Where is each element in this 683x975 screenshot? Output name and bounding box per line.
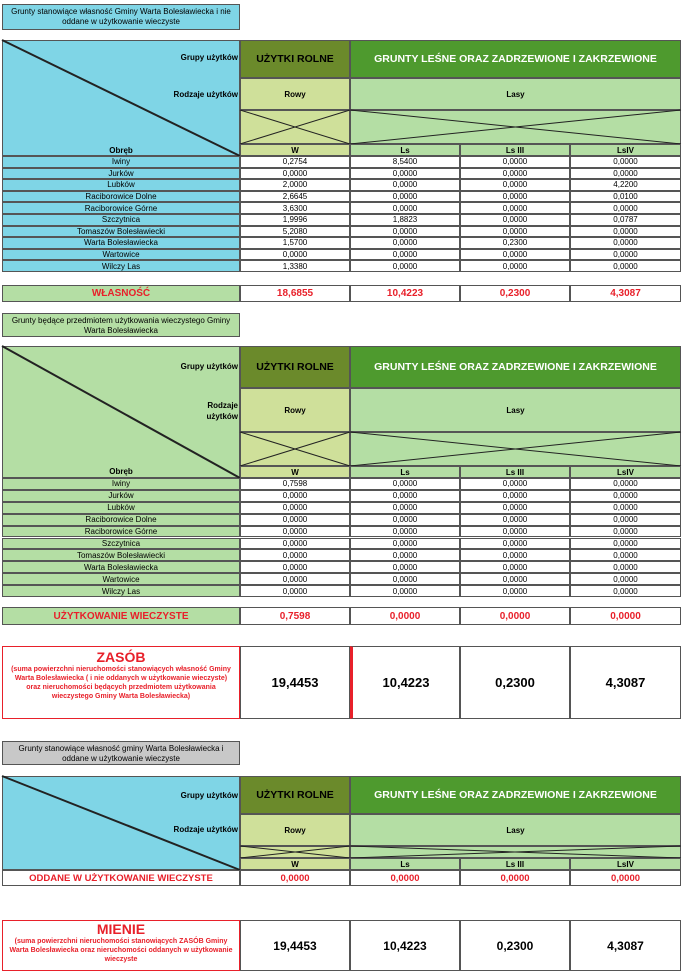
section3-group-rolne: UŻYTKI ROLNE — [240, 776, 350, 814]
table-cell: 0,0000 — [240, 490, 350, 502]
obreb-name: Iwiny — [2, 478, 240, 490]
obreb-name: Warta Bolesławiecka — [2, 237, 240, 249]
table-cell: 5,2080 — [240, 226, 350, 238]
obreb-name: Wartowice — [2, 573, 240, 585]
section1-group-rolne: UŻYTKI ROLNE — [240, 40, 350, 78]
section3-rodzaje-label: Rodzaje użytków — [173, 825, 238, 834]
table-cell: 0,0000 — [240, 573, 350, 585]
table-cell: 0,0000 — [350, 502, 460, 514]
table-cell: 0,0787 — [570, 214, 681, 226]
section1-obreb-label: Obręb — [109, 146, 133, 155]
table-cell: 0,0000 — [570, 249, 681, 261]
table-cell: 0,0000 — [460, 156, 570, 168]
mienie-value-w: 19,4453 — [240, 920, 350, 971]
section3-col-w: W — [240, 858, 350, 870]
section2-group-lesne: GRUNTY LEŚNE ORAZ ZADRZEWIONE I ZAKRZEWIONE — [350, 346, 681, 388]
table-cell: 0,0000 — [460, 478, 570, 490]
zasob-title: ZASÓB — [96, 649, 146, 665]
table-cell: 1,3380 — [240, 260, 350, 272]
table-cell: 0,0000 — [460, 490, 570, 502]
table-cell: 0,0000 — [240, 538, 350, 550]
table-cell: 0,0000 — [570, 237, 681, 249]
table-cell: 0,0000 — [460, 585, 570, 597]
section2-col-ls: Ls — [350, 466, 460, 478]
table-cell: 0,0000 — [460, 260, 570, 272]
table-cell: 1,8823 — [350, 214, 460, 226]
table-cell: 1,5700 — [240, 237, 350, 249]
section2-obreb-label: Obręb — [109, 467, 133, 476]
table-cell: 0,0000 — [350, 538, 460, 550]
table-cell: 0,0000 — [240, 249, 350, 261]
table-cell: 0,7598 — [240, 478, 350, 490]
section2-x-marks — [240, 432, 681, 466]
obreb-name: Wartowice — [2, 249, 240, 261]
table-cell: 0,0000 — [570, 573, 681, 585]
zasob-value-ls: 10,4223 — [350, 646, 460, 719]
table-cell: 0,0000 — [570, 538, 681, 550]
zasob-value-ls4: 4,3087 — [570, 646, 681, 719]
obreb-name: Wilczy Las — [2, 260, 240, 272]
section2-col-ls4: LsIV — [570, 466, 681, 478]
zasob-value-w: 19,4453 — [240, 646, 350, 719]
obreb-name: Raciborowice Dolne — [2, 191, 240, 203]
obreb-name: Raciborowice Górne — [2, 202, 240, 214]
section3-col-ls3: Ls III — [460, 858, 570, 870]
table-cell: 0,0000 — [240, 549, 350, 561]
section3-col-ls: Ls — [350, 858, 460, 870]
section1-total-ls: 10,4223 — [350, 285, 460, 302]
section1-col-ls3: Ls III — [460, 144, 570, 156]
table-cell: 0,0000 — [350, 478, 460, 490]
table-cell: 0,0000 — [460, 549, 570, 561]
section3-total-ls3: 0,0000 — [460, 870, 570, 886]
table-cell: 0,0000 — [460, 249, 570, 261]
section1-x-marks — [240, 110, 681, 144]
table-cell: 0,0000 — [350, 191, 460, 203]
obreb-name: Tomaszów Bolesławiecki — [2, 226, 240, 238]
table-cell: 0,0000 — [350, 561, 460, 573]
section3-grupy-label: Grupy użytków — [180, 791, 238, 800]
mienie-title: MIENIE — [96, 921, 146, 937]
table-cell: 0,0000 — [570, 260, 681, 272]
section2-col-ls3: Ls III — [460, 466, 570, 478]
table-cell: 0,0000 — [460, 202, 570, 214]
table-cell: 0,0000 — [240, 585, 350, 597]
table-cell: 0,0000 — [460, 561, 570, 573]
table-cell: 0,0000 — [350, 526, 460, 538]
section3-col-ls4: LsIV — [570, 858, 681, 870]
section2-total-ls3: 0,0000 — [460, 607, 570, 625]
table-cell: 3,6300 — [240, 202, 350, 214]
table-cell: 0,0000 — [240, 168, 350, 180]
mienie-desc: (suma powierzchni nieruchomości stanowiących ZASÓB Gminy Warta Bolesławiecka oraz nieruchomości oddanych w użytkowanie wieczyste — [9, 938, 233, 963]
table-cell: 0,0000 — [350, 237, 460, 249]
section1-type-lesne: Lasy — [350, 78, 681, 110]
table-cell: 0,0000 — [350, 202, 460, 214]
section1-type-rolne: Rowy — [240, 78, 350, 110]
table-cell: 2,0000 — [240, 179, 350, 191]
table-cell: 0,0000 — [350, 585, 460, 597]
table-cell: 0,0000 — [240, 561, 350, 573]
table-cell: 0,0000 — [460, 168, 570, 180]
table-cell: 0,0000 — [570, 490, 681, 502]
section2-col-w: W — [240, 466, 350, 478]
section2-total-ls: 0,0000 — [350, 607, 460, 625]
obreb-name: Jurków — [2, 168, 240, 180]
obreb-name: Wilczy Las — [2, 585, 240, 597]
section2-rodzaje-label: Rodzaje użytków — [206, 401, 238, 421]
table-cell: 0,0000 — [570, 585, 681, 597]
section1-title: Grunty stanowiące własność Gminy Warta Bolesławiecka i nie oddane w użytkowanie wieczyste — [2, 4, 240, 30]
zasob-label-box — [2, 646, 240, 719]
section2-total-label: UŻYTKOWANIE WIECZYSTE — [2, 607, 240, 625]
section2-grupy-label: Grupy użytków — [180, 362, 238, 371]
section2-total-ls4: 0,0000 — [570, 607, 681, 625]
obreb-name: Szczytnica — [2, 214, 240, 226]
section1-total-ls3: 0,2300 — [460, 285, 570, 302]
obreb-name: Warta Bolesławiecka — [2, 561, 240, 573]
table-cell: 0,0000 — [460, 514, 570, 526]
obreb-name: Lubków — [2, 179, 240, 191]
section1-total-label: WŁASNOŚĆ — [2, 285, 240, 302]
table-cell: 0,0000 — [350, 168, 460, 180]
table-cell: 0,0000 — [570, 514, 681, 526]
zasob-value-ls3: 0,2300 — [460, 646, 570, 719]
mienie-label-box — [2, 920, 240, 971]
table-cell: 0,0000 — [240, 526, 350, 538]
mienie-value-ls4: 4,3087 — [570, 920, 681, 971]
section3-total-label: ODDANE W UŻYTKOWANIE WIECZYSTE — [2, 870, 240, 886]
table-cell: 0,0000 — [570, 549, 681, 561]
section1-col-ls: Ls — [350, 144, 460, 156]
table-cell: 0,0000 — [460, 538, 570, 550]
table-cell: 0,0000 — [460, 214, 570, 226]
section1-grupy-label: Grupy użytków — [180, 53, 238, 62]
obreb-name: Szczytnica — [2, 538, 240, 550]
obreb-name: Raciborowice Górne — [2, 526, 240, 538]
table-cell: 0,0000 — [350, 179, 460, 191]
table-cell: 0,0000 — [460, 191, 570, 203]
section3-title: Grunty stanowiące własność gminy Warta Bolesławiecka i oddane w użytkowanie wieczyste — [2, 741, 240, 765]
table-cell: 0,0000 — [350, 490, 460, 502]
section1-total-ls4: 4,3087 — [570, 285, 681, 302]
section1-rodzaje-label: Rodzaje użytków — [173, 90, 238, 99]
section3-total-ls: 0,0000 — [350, 870, 460, 886]
section2-type-rolne: Rowy — [240, 388, 350, 432]
table-cell: 8,5400 — [350, 156, 460, 168]
table-cell: 0,0000 — [570, 561, 681, 573]
table-cell: 0,0000 — [350, 549, 460, 561]
table-cell: 0,2300 — [460, 237, 570, 249]
table-cell: 0,0000 — [570, 478, 681, 490]
table-cell: 0,0000 — [460, 573, 570, 585]
table-cell: 0,0000 — [570, 168, 681, 180]
section1-col-w: W — [240, 144, 350, 156]
table-cell: 0,0100 — [570, 191, 681, 203]
section2-type-lesne: Lasy — [350, 388, 681, 432]
mienie-value-ls: 10,4223 — [350, 920, 460, 971]
section3-x-marks — [240, 846, 681, 858]
section1-total-w: 18,6855 — [240, 285, 350, 302]
table-cell: 0,0000 — [570, 156, 681, 168]
obreb-name: Jurków — [2, 490, 240, 502]
table-cell: 1,9996 — [240, 214, 350, 226]
table-cell: 0,0000 — [460, 226, 570, 238]
table-cell: 0,0000 — [240, 514, 350, 526]
table-cell: 0,0000 — [570, 202, 681, 214]
table-cell: 0,0000 — [350, 260, 460, 272]
table-cell: 0,0000 — [350, 514, 460, 526]
table-cell: 0,0000 — [350, 573, 460, 585]
mienie-value-ls3: 0,2300 — [460, 920, 570, 971]
table-cell: 0,0000 — [570, 226, 681, 238]
section3-total-ls4: 0,0000 — [570, 870, 681, 886]
obreb-name: Lubków — [2, 502, 240, 514]
section1-group-lesne: GRUNTY LEŚNE ORAZ ZADRZEWIONE I ZAKRZEWIONE — [350, 40, 681, 78]
table-cell: 0,0000 — [240, 502, 350, 514]
zasob-desc: (suma powierzchni nieruchomości stanowiących własność Gminy Warta Bolesławiecka ( i nie oddanych w użytkowanie wieczyste) oraz nieruchomości będących przedmiotem użytkowania wieczystego Gminy Warta Bolesławiecka) — [11, 666, 231, 700]
obreb-name: Iwiny — [2, 156, 240, 168]
table-cell: 0,0000 — [350, 249, 460, 261]
section3-total-w: 0,0000 — [240, 870, 350, 886]
section2-title: Grunty będące przedmiotem użytkowania wieczystego Gminy Warta Bolesławiecka — [2, 313, 240, 337]
section3-type-lesne: Lasy — [350, 814, 681, 846]
table-cell: 0,2754 — [240, 156, 350, 168]
obreb-name: Raciborowice Dolne — [2, 514, 240, 526]
table-cell: 0,0000 — [570, 502, 681, 514]
section3-group-lesne: GRUNTY LEŚNE ORAZ ZADRZEWIONE I ZAKRZEWIONE — [350, 776, 681, 814]
table-cell: 0,0000 — [570, 526, 681, 538]
table-cell: 0,0000 — [460, 526, 570, 538]
section2-group-rolne: UŻYTKI ROLNE — [240, 346, 350, 388]
table-cell: 2,6645 — [240, 191, 350, 203]
table-cell: 0,0000 — [460, 502, 570, 514]
table-cell: 4,2200 — [570, 179, 681, 191]
section2-total-w: 0,7598 — [240, 607, 350, 625]
table-cell: 0,0000 — [350, 226, 460, 238]
table-cell: 0,0000 — [460, 179, 570, 191]
section1-col-ls4: LsIV — [570, 144, 681, 156]
obreb-name: Tomaszów Bolesławiecki — [2, 549, 240, 561]
section3-type-rolne: Rowy — [240, 814, 350, 846]
